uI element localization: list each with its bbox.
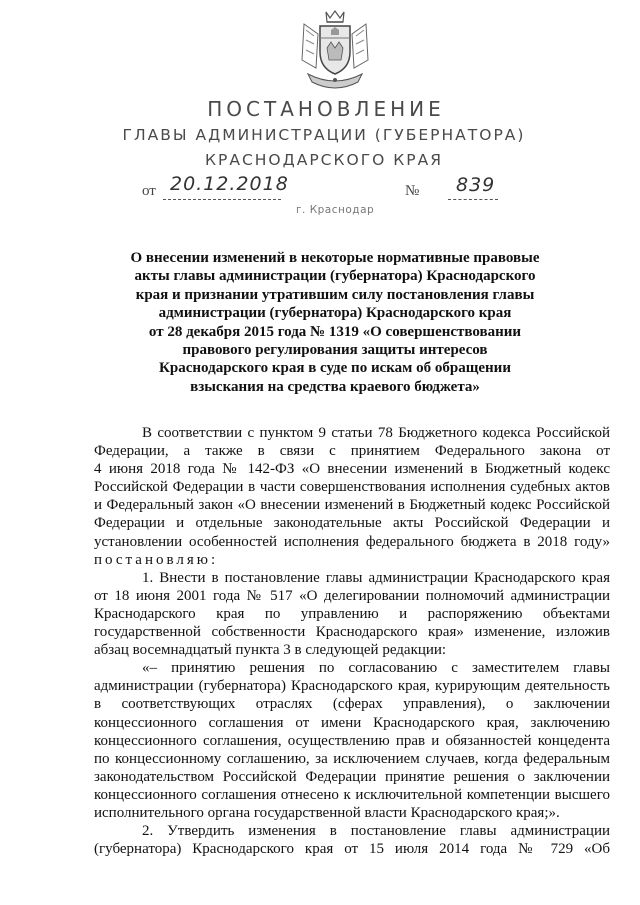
document-date: 20.12.2018 — [170, 173, 289, 195]
body-line: 4 июня 2018 года № 142-ФЗ «О внесении изменений в Бюджетный кодекс — [94, 461, 610, 478]
document-subject — [120, 249, 550, 396]
body-line: законодательством Российской Федерации принятие решения о заключении — [94, 768, 610, 785]
body-line: в соответствующих отраслях (сферах управления), о заключении — [94, 696, 610, 713]
document-body — [94, 424, 610, 858]
issuer-line-2: КРАСНОДАРСКОГО КРАЯ — [204, 151, 444, 169]
body-line: «– принятию решения по согласованию с заместителем главы — [142, 660, 610, 677]
subject-line: края и признании утратившим силу постановления главы — [135, 286, 535, 303]
date-prefix: от — [142, 183, 156, 199]
body-line: государственной собственности Краснодарского края» изменение, изложив — [94, 624, 610, 641]
subject-line: от 28 декабря 2015 года № 1319 «О совершенствовании — [148, 323, 522, 340]
body-line: 2. Утвердить изменения в постановление главы администрации — [142, 823, 610, 840]
subject-line: Краснодарского края в суде по искам об обращении — [159, 360, 511, 377]
subject-line: правового регулирования защиты интересов — [182, 342, 488, 359]
body-line: исполнительного органа государственной власти Краснодарского края;». — [94, 804, 560, 821]
issuer-line-1: ГЛАВЫ АДМИНИСТРАЦИИ (ГУБЕРНАТОРА) — [122, 126, 526, 144]
body-line: абзац восемнадцатый пункта 3 в следующей редакции: — [94, 642, 447, 659]
body-line: от 18 июня 2001 года № 517 «О делегировании полномочий администрации — [94, 587, 610, 604]
body-line: и Федеральный закон «О внесении изменений в Бюджетный кодекс Российской — [94, 497, 610, 514]
body-line: (губернатора) Краснодарского края от 15 июля 2014 года № 729 «Об — [94, 841, 610, 858]
city: г. Краснодар — [296, 204, 375, 216]
body-line: Федерации, а также в связи с принятием Федерального закона от — [94, 443, 610, 460]
body-line: Российской Федерации в части совершенствования исполнения судебных актов — [94, 479, 610, 496]
date-underline — [163, 199, 281, 200]
body-line: 1. Внести в постановление главы администрации Краснодарского края — [142, 569, 610, 586]
subject-line: взыскания на средства краевого бюджета» — [190, 378, 480, 395]
body-line: концессионного соглашения от имени Краснодарского края, заключению — [94, 714, 610, 731]
document-number: 839 — [456, 174, 496, 196]
body-line: Федерации и отдельные законодательные акты Российской Федерации и — [94, 515, 610, 532]
resolution-word: постановляю: — [94, 551, 219, 568]
number-underline — [448, 199, 498, 200]
subject-line: О внесении изменений в некоторые нормативные правовые — [130, 250, 540, 266]
body-line: по концессионному соглашению, за исключением случаев, когда федеральным — [94, 750, 610, 767]
body-line: концессионного соглашения отнесено к исключительной компетенции высшего — [94, 786, 610, 803]
body-line: администрации (губернатора) Краснодарского края, курирующим деятельность — [94, 678, 610, 695]
subject-line: администрации (губернатора) Краснодарского края — [158, 305, 512, 322]
body-line: концессионного соглашения, осуществлению прав и обязанностей концедента — [94, 732, 610, 749]
krasnodar-coat-of-arms-icon — [296, 8, 374, 94]
body-line: В соответствии с пунктом 9 статьи 78 Бюджетного кодекса Российской — [142, 425, 610, 441]
subject-line: акты главы администрации (губернатора) Краснодарского — [134, 268, 536, 285]
document-title: ПОСТАНОВЛЕНИЕ — [207, 97, 445, 121]
body-line: Краснодарского края по управлению и распоряжению объектами — [94, 605, 610, 622]
body-line: установлении особенностей исполнения федерального бюджета в 2018 году» — [94, 533, 610, 550]
number-prefix: № — [405, 183, 420, 199]
